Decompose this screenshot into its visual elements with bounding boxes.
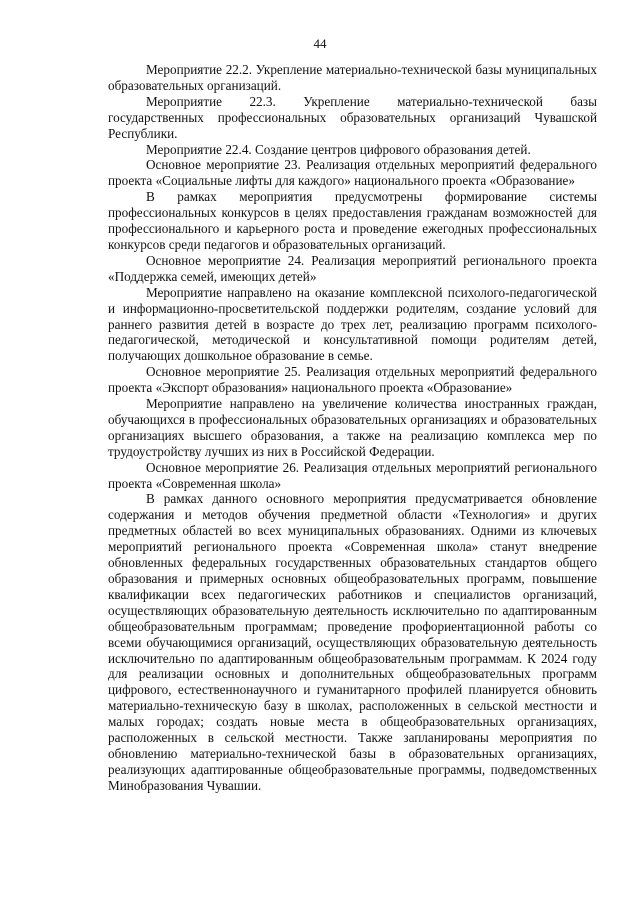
paragraph-main-measure-23: Основное мероприятие 23. Реализация отдельных мероприятий федерального проекта «Социальные лифты для каждого» национального проекта «Образование» <box>108 157 597 189</box>
page-number: 44 <box>313 36 327 51</box>
paragraph-measure-26-description: В рамках данного основного мероприятия предусматривается обновление содержания и методов обучения предметной области «Технология» и других предметных областей во всех муниципальных образованиях. Одними из ключевых мероприятий регионального проекта «Современная школа» станут внедрение обновленных федеральных государственных образовательных стандартов общего образования и примерных основных общеобразовательных программ, повышение квалификации всех педагогических работников и специалистов организаций, осуществляющих образовательную деятельность исключительно по адаптированным общеобразовательным программам; проведение профориентационной работы со всеми обучающимися организаций, осуществляющих образовательную деятельность исключительно по адаптированным общеобразовательным программам. К 2024 году для реализации основных и дополнительных общеобразовательных программ цифрового, естественнонаучного и гуманитарного профилей планируется обновить материально-техническую базу в школах, расположенных в сельской местности и малых городах; создать новые места в общеобразовательных организациях, расположенных в сельской местности. Также запланированы мероприятия по обновлению материально-технической базы в образовательных организациях, реализующих адаптированные общеобразовательные программы, подведомственных Минобразования Чувашии. <box>108 491 597 793</box>
paragraph-measure-24-description: Мероприятие направлено на оказание комплексной психолого-педагогической и информационно-просветительской поддержки родителям, создание условий для раннего развития детей в возрасте до трех лет, реализацию программ психолого-педагогической, методической и консультативной помощи родителям детей, получающих дошкольное образование в семье. <box>108 284 597 364</box>
paragraph-measure-23-description: В рамках мероприятия предусмотрены формирование системы профессиональных конкурсов в целях предоставления гражданам возможностей для профессионального и карьерного роста и проведение ежегодных профессиональных конкурсов среди педагогов и образовательных организаций. <box>108 189 597 252</box>
paragraph-main-measure-25: Основное мероприятие 25. Реализация отдельных мероприятий федерального проекта «Экспорт образования» национального проекта «Образование» <box>108 364 597 396</box>
paragraph-measure-22-4: Мероприятие 22.4. Создание центров цифрового образования детей. <box>146 141 531 157</box>
document-body <box>108 62 597 794</box>
paragraph-main-measure-26: Основное мероприятие 26. Реализация отдельных мероприятий регионального проекта «Современная школа» <box>108 459 597 491</box>
paragraph-main-measure-24: Основное мероприятие 24. Реализация мероприятий регионального проекта «Поддержка семей, имеющих детей» <box>108 252 597 284</box>
paragraph-measure-22-2: Мероприятие 22.2. Укрепление материально-технической базы муниципальных образовательных организаций. <box>108 62 597 93</box>
paragraph-measure-25-description: Мероприятие направлено на увеличение количества иностранных граждан, обучающихся в профессиональных образовательных организациях и образовательных организациях высшего образования, а также на реализацию комплекса мер по трудоустройству лучших из них в Российской Федерации. <box>108 396 597 459</box>
paragraph-measure-22-3: Мероприятие 22.3. Укрепление материально-технической базы государственных профессиональных образовательных организаций Чувашской Республики. <box>108 93 597 141</box>
